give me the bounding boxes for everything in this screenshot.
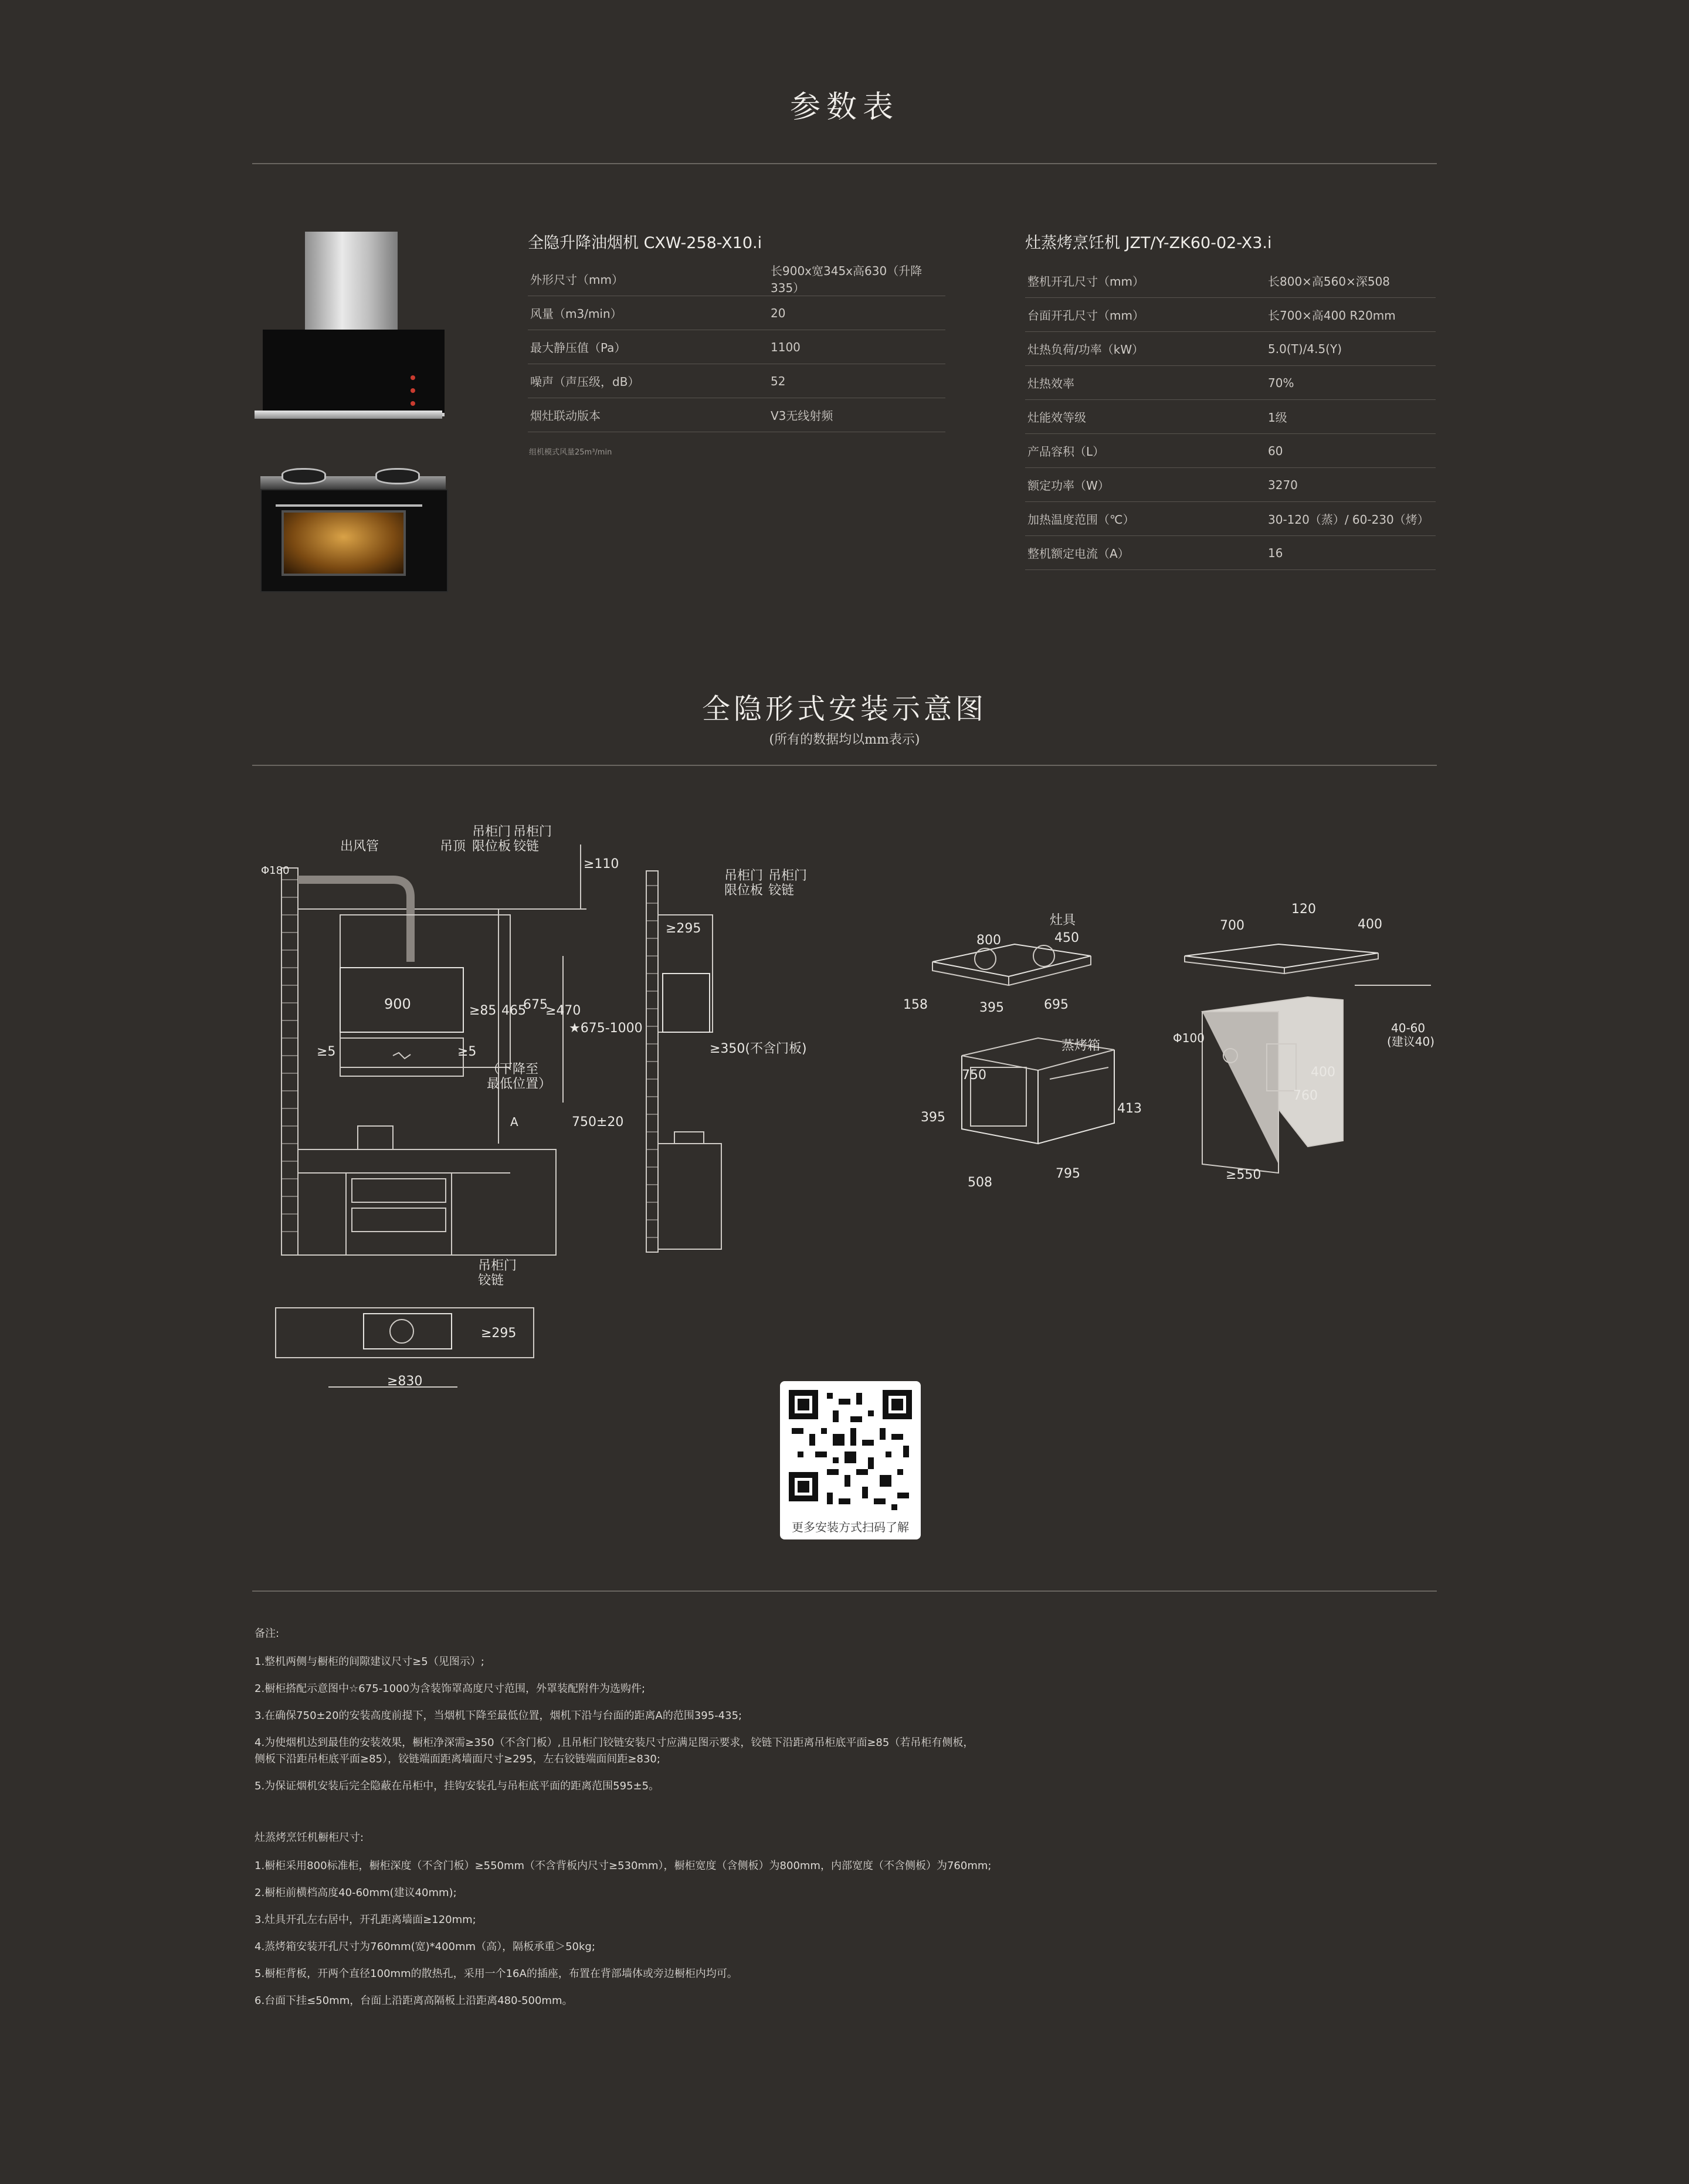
burner-left-icon bbox=[282, 468, 326, 484]
oven-handle bbox=[276, 504, 422, 507]
label-d760: 760 bbox=[1293, 1088, 1318, 1103]
top-view-diagram bbox=[270, 1255, 540, 1396]
label-door-hinge: 吊柜门 bbox=[513, 825, 552, 839]
label-limit-2a: 吊柜门 bbox=[724, 869, 764, 883]
label-d4060-2: (建议40) bbox=[1387, 1035, 1435, 1049]
label-d4060: 40-60 bbox=[1391, 1021, 1426, 1035]
note-item: 1.整机两侧与橱柜的间隙建议尺寸≥5（见图示）; bbox=[255, 1656, 484, 1668]
label-d508: 508 bbox=[968, 1175, 992, 1190]
side-profile-diagram bbox=[639, 862, 839, 1255]
label-hinge-2a: 吊柜门 bbox=[768, 869, 808, 883]
label-d395: 395 bbox=[979, 1001, 1004, 1015]
table-row: 台面开孔尺寸（mm） 长700×高400 R20mm bbox=[1025, 298, 1436, 332]
table-row: 灶热效率 70% bbox=[1025, 366, 1436, 400]
hood-footnote: 组机模式风量25m³/min bbox=[529, 448, 612, 457]
hood-indicator-lights bbox=[411, 375, 419, 414]
label-ge350: ≥350(不含门板) bbox=[710, 1042, 807, 1056]
note2-item: 2.橱柜前横档高度40-60mm(建议40mm); bbox=[255, 1887, 457, 1899]
table-row: 整机额定电流（A） 16 bbox=[1025, 536, 1436, 570]
label-d795: 795 bbox=[1056, 1166, 1080, 1181]
label-ge295b: ≥295 bbox=[481, 1326, 517, 1341]
label-ge5a: ≥5 bbox=[317, 1044, 336, 1059]
note-item: 5.为保证烟机安装后完全隐蔽在吊柜中，挂钩安装孔与吊柜底平面的距离范围595±5。 bbox=[255, 1780, 660, 1792]
burner-right-icon bbox=[375, 468, 420, 484]
table-row: 灶热负荷/功率（kW） 5.0(T)/4.5(Y) bbox=[1025, 332, 1436, 366]
label-d400b: 400 bbox=[1311, 1065, 1335, 1080]
notes2-title: 灶蒸烤烹饪机橱柜尺寸: bbox=[255, 1832, 364, 1844]
table-row: 额定功率（W） 3270 bbox=[1025, 468, 1436, 502]
table-row: 外形尺寸（mm） 长900x宽345x高630（升降335） bbox=[528, 262, 945, 296]
install-divider bbox=[252, 765, 1437, 766]
oven-spec-table bbox=[1025, 264, 1436, 570]
install-subtitle: (所有的数据均以mm表示) bbox=[769, 732, 920, 747]
table-row: 风量（m3/min） 20 bbox=[528, 296, 945, 330]
label-d750: 750 bbox=[962, 1068, 986, 1083]
label-w900: 900 bbox=[384, 996, 411, 1012]
cabinet-diagram bbox=[1161, 897, 1437, 1191]
label-door-limit-2: 限位板 bbox=[472, 839, 511, 854]
qr-caption: 更多安装方式扫码了解 bbox=[792, 1520, 909, 1534]
table-row: 最大静压值（Pa） 1100 bbox=[528, 330, 945, 364]
notes-section bbox=[255, 1626, 974, 1795]
label-ge830: ≥830 bbox=[387, 1374, 423, 1389]
label-lowest: （下降至 bbox=[487, 1062, 539, 1077]
label-d120: 120 bbox=[1291, 902, 1316, 917]
range-hood-image bbox=[305, 232, 398, 331]
qr-pattern-icon bbox=[780, 1381, 921, 1516]
label-ge110: ≥110 bbox=[584, 857, 619, 871]
note2-item: 4.蒸烤箱安装开孔尺寸为760mm(宽)*400mm（高），隔板承重＞50kg; bbox=[255, 1941, 595, 1953]
label-h465: 465 bbox=[501, 1003, 526, 1018]
note-item: 3.在确保750±20的安装高度前提下，当烟机下降至最低位置，烟机下沿与台面的距离A的范围395-435; bbox=[255, 1710, 742, 1722]
label-d413: 413 bbox=[1117, 1101, 1142, 1116]
cooktop-oven-diagram bbox=[897, 903, 1161, 1196]
label-hinge-3a: 吊柜门 bbox=[478, 1259, 517, 1273]
label-h750: 750±20 bbox=[572, 1115, 624, 1130]
label-steambox: 蒸烤箱 bbox=[1061, 1039, 1101, 1053]
label-hinge-3b: 铰链 bbox=[478, 1273, 504, 1288]
label-door-limit: 吊柜门 bbox=[472, 825, 511, 839]
qr-code[interactable] bbox=[780, 1381, 921, 1539]
note-item: 侧板下沿距吊柜底平面≥85），铰链端面距离墙面尺寸≥295，左右铰链端面间距≥830; bbox=[255, 1753, 660, 1765]
label-d695: 695 bbox=[1044, 998, 1069, 1012]
label-d400: 400 bbox=[1358, 917, 1382, 932]
label-d800: 800 bbox=[976, 933, 1001, 948]
label-star675: ★675-1000 bbox=[569, 1021, 643, 1036]
label-ge295: ≥295 bbox=[666, 921, 701, 936]
notes-title: 备注: bbox=[255, 1627, 280, 1640]
label-duct: 出风管 bbox=[340, 839, 379, 854]
title-divider bbox=[252, 163, 1437, 164]
label-ge5b: ≥5 bbox=[457, 1044, 477, 1059]
table-row: 整机开孔尺寸（mm） 长800×高560×深508 bbox=[1025, 264, 1436, 298]
table-row: 产品容积（L） 60 bbox=[1025, 434, 1436, 468]
label-ge470: ≥470 bbox=[545, 1003, 581, 1018]
table-row: 加热温度范围（℃） 30-120（蒸）/ 60-230（烤） bbox=[1025, 502, 1436, 536]
notes-divider bbox=[252, 1590, 1437, 1592]
label-lowest-2: 最低位置） bbox=[487, 1077, 552, 1091]
table-row: 噪声（声压级，dB） 52 bbox=[528, 364, 945, 398]
label-h675: 675 bbox=[523, 998, 548, 1012]
note-item: 4.为使烟机达到最佳的安装效果，橱柜净深需≥350（不含门板）,且吊柜门铰链安装尺寸应满足图示要求，铰链下沿距离吊柜底平面≥85（若吊柜有侧板， bbox=[255, 1737, 974, 1749]
notes2-section bbox=[255, 1830, 991, 2009]
label-ceiling: 吊顶 bbox=[440, 839, 466, 854]
label-limit-2b: 限位板 bbox=[724, 883, 764, 898]
note2-item: 1.橱柜采用800标准柜，橱柜深度（不含门板）≥550mm（不含背板内尺寸≥530mm），橱柜宽度（含侧板）为800mm，内部宽度（不含侧板）为760mm; bbox=[255, 1860, 992, 1872]
note-item: 2.橱柜搭配示意图中☆675-1000为含装饰罩高度尺寸范围，外罩装配附件为选购件; bbox=[255, 1683, 646, 1695]
page-title: 参数表 bbox=[789, 90, 899, 125]
note2-item: 5.橱柜背板，开两个直径100mm的散热孔，采用一个16A的插座，布置在背部墙体或旁边橱柜内均可。 bbox=[255, 1968, 738, 1980]
label-d700: 700 bbox=[1220, 918, 1244, 933]
label-phi100: Φ100 bbox=[1173, 1031, 1205, 1045]
note2-item: 6.台面下挂≤50mm，台面上沿距离高隔板上沿距离480-500mm。 bbox=[255, 1995, 573, 2007]
label-hinge-2b: 铰链 bbox=[768, 883, 795, 898]
label-d450: 450 bbox=[1054, 931, 1079, 945]
label-stove: 灶具 bbox=[1050, 913, 1076, 928]
table-row: 烟灶联动版本 V3无线射频 bbox=[528, 398, 945, 432]
label-ge550: ≥550 bbox=[1226, 1168, 1261, 1182]
label-A: A bbox=[510, 1115, 518, 1129]
oven-spec-heading: 灶蒸烤烹饪机 JZT/Y-ZK60-02-X3.i bbox=[1025, 234, 1272, 252]
note2-item: 3.灶具开孔左右居中，开孔距离墙面≥120mm; bbox=[255, 1914, 476, 1926]
label-door-hinge-2: 铰链 bbox=[513, 839, 540, 854]
label-ge85: ≥85 bbox=[469, 1003, 497, 1018]
label-phi180: Φ180 bbox=[261, 864, 290, 877]
hood-spec-table bbox=[528, 262, 945, 432]
install-title: 全隐形式安装示意图 bbox=[701, 693, 987, 725]
hood-spec-heading: 全隐升降油烟机 CXW-258-X10.i bbox=[528, 234, 762, 252]
label-d395b: 395 bbox=[921, 1110, 945, 1125]
table-row: 灶能效等级 1级 bbox=[1025, 400, 1436, 434]
label-d158: 158 bbox=[903, 998, 928, 1012]
hood-elevation-diagram bbox=[252, 821, 643, 1255]
oven-window bbox=[282, 510, 406, 576]
